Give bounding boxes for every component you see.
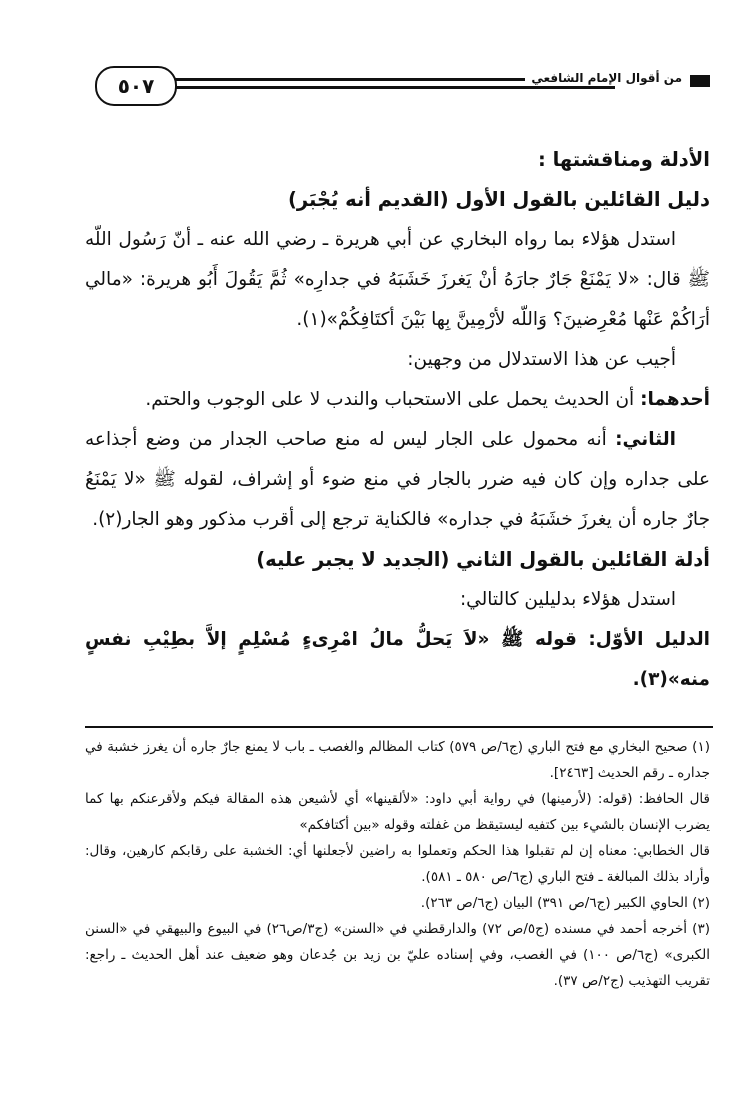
paragraph-first-response: [85, 380, 710, 420]
second-response-lead: الثاني:: [615, 429, 676, 450]
paragraph-first-proof: [85, 620, 710, 700]
subsection-heading-second-view: أدلة القائلين بالقول الثاني (الجديد لا يجبر عليه): [256, 548, 710, 571]
first-response-lead: أحدهما:: [640, 389, 710, 410]
footnote-separator: [85, 726, 713, 728]
footnote-3: (٣) أخرجه أحمد في مسنده (ج٥/ص ٧٢) والدارقطني في «السنن» (ج٣/ص٢٦) في البيوع والبيهقي في «السنن الكبرى» (ج٦/ص ١٠٠) في الغصب، وفي إسناده عليّ بن زيد بن جُدعان وهو ضعيف عند أهل الحديث ـ راجع: تقريب التهذيب (ج٢/ص ٣٧).: [85, 921, 710, 989]
footnotes: [85, 734, 710, 994]
first-proof-lead: الدليل الأوّل:: [588, 629, 710, 650]
first-response-text: أن الحديث يحمل على الاستحباب والندب لا على الوجوب والحتم.: [145, 389, 641, 410]
paragraph-hadith-evidence: استدل هؤلاء بما رواه البخاري عن أبي هريرة ـ رضي الله عنه ـ أنّ رَسُول اللّه ﷺ قال: «لا يَمْنَعْ جَارٌ جارَهُ أنْ يَغرزَ خَشَبَهُ في جدارِه» ثُمَّ يَقُولَ أَبُو هريرة: «مالي أرَاكُمْ عَنْها مُعْرِضينَ؟ وَاللّه لأرْمِينَّ بِها بَيْنَ أكتَافِكُمْ»(١).: [85, 229, 710, 330]
header-rule-bottom: [175, 86, 615, 89]
paragraph-second-response: [85, 420, 710, 540]
section-heading: الأدلة ومناقشتها :: [538, 148, 710, 171]
page-number: ٥٠٧: [95, 66, 177, 106]
footnote-1: (١) صحيح البخاري مع فتح الباري (ج٦/ص ٥٧٩) كتاب المظالم والغصب ـ باب لا يمنع جارٌ جاره أن يغرز خشبة في جداره ـ رقم الحديث [٢٤٦٣].: [85, 739, 710, 781]
footnote-2: (٢) الحاوي الكبير (ج٦/ص ٣٩١) البيان (ج٦/ص ٢٦٣).: [420, 895, 710, 911]
footnote-1-khattabi: قال الخطابي: معناه إن لم تقبلوا هذا الحكم وتعملوا به راضين لأجعلنها أي: الخشبة على رقابكم كارهين، وقال: وأراد بذلك المبالغة ـ فتح الباري (ج٦/ص ٥٨٠ ـ ٥٨١).: [85, 843, 710, 885]
second-response-text: أنه محمول على الجار ليس له منع صاحب الجدار من وضع أجذاعه على جداره وإن كان فيه ضرر بالجار في منع ضوء أو إشراف، لقوله ﷺ «لا يَمْنَعُ جارٌ جاره أن يغرزَ خشَبَهُ في جداره» فالكناية ترجع إلى أقرب مذكور وهو الجار(٢).: [85, 429, 710, 530]
first-proof-text: قوله ﷺ «لاَ يَحلُّ مالُ امْرِىءٍ مُسْلِمٍ إلاَّ بطِيْبِ نفسٍ منه»(٣).: [85, 629, 710, 690]
page-header: [95, 60, 710, 110]
main-text: [85, 140, 710, 700]
header-marker-icon: [690, 75, 710, 87]
running-title: من أقوال الإمام الشافعي: [525, 71, 688, 85]
subsection-heading-first-view: دليل القائلين بالقول الأول (القديم أنه يُجْبَر): [287, 188, 710, 211]
footnote-1-commentary: قال الحافظ: (قوله: (لأرمينها) في رواية أبي داود: «لألقينها» أي لأشيعن هذه المقالة فيكم ولأقرعنكم بها كما يضرب الإنسان بالشيء بين كتفيه ليستيقظ من غفلته وقوله «بين أكتافكم»: [85, 791, 710, 833]
paragraph-response-intro: أجيب عن هذا الاستدلال من وجهين:: [407, 349, 676, 370]
paragraph-two-proofs-intro: استدل هؤلاء بدليلين كالتالي:: [459, 589, 676, 610]
